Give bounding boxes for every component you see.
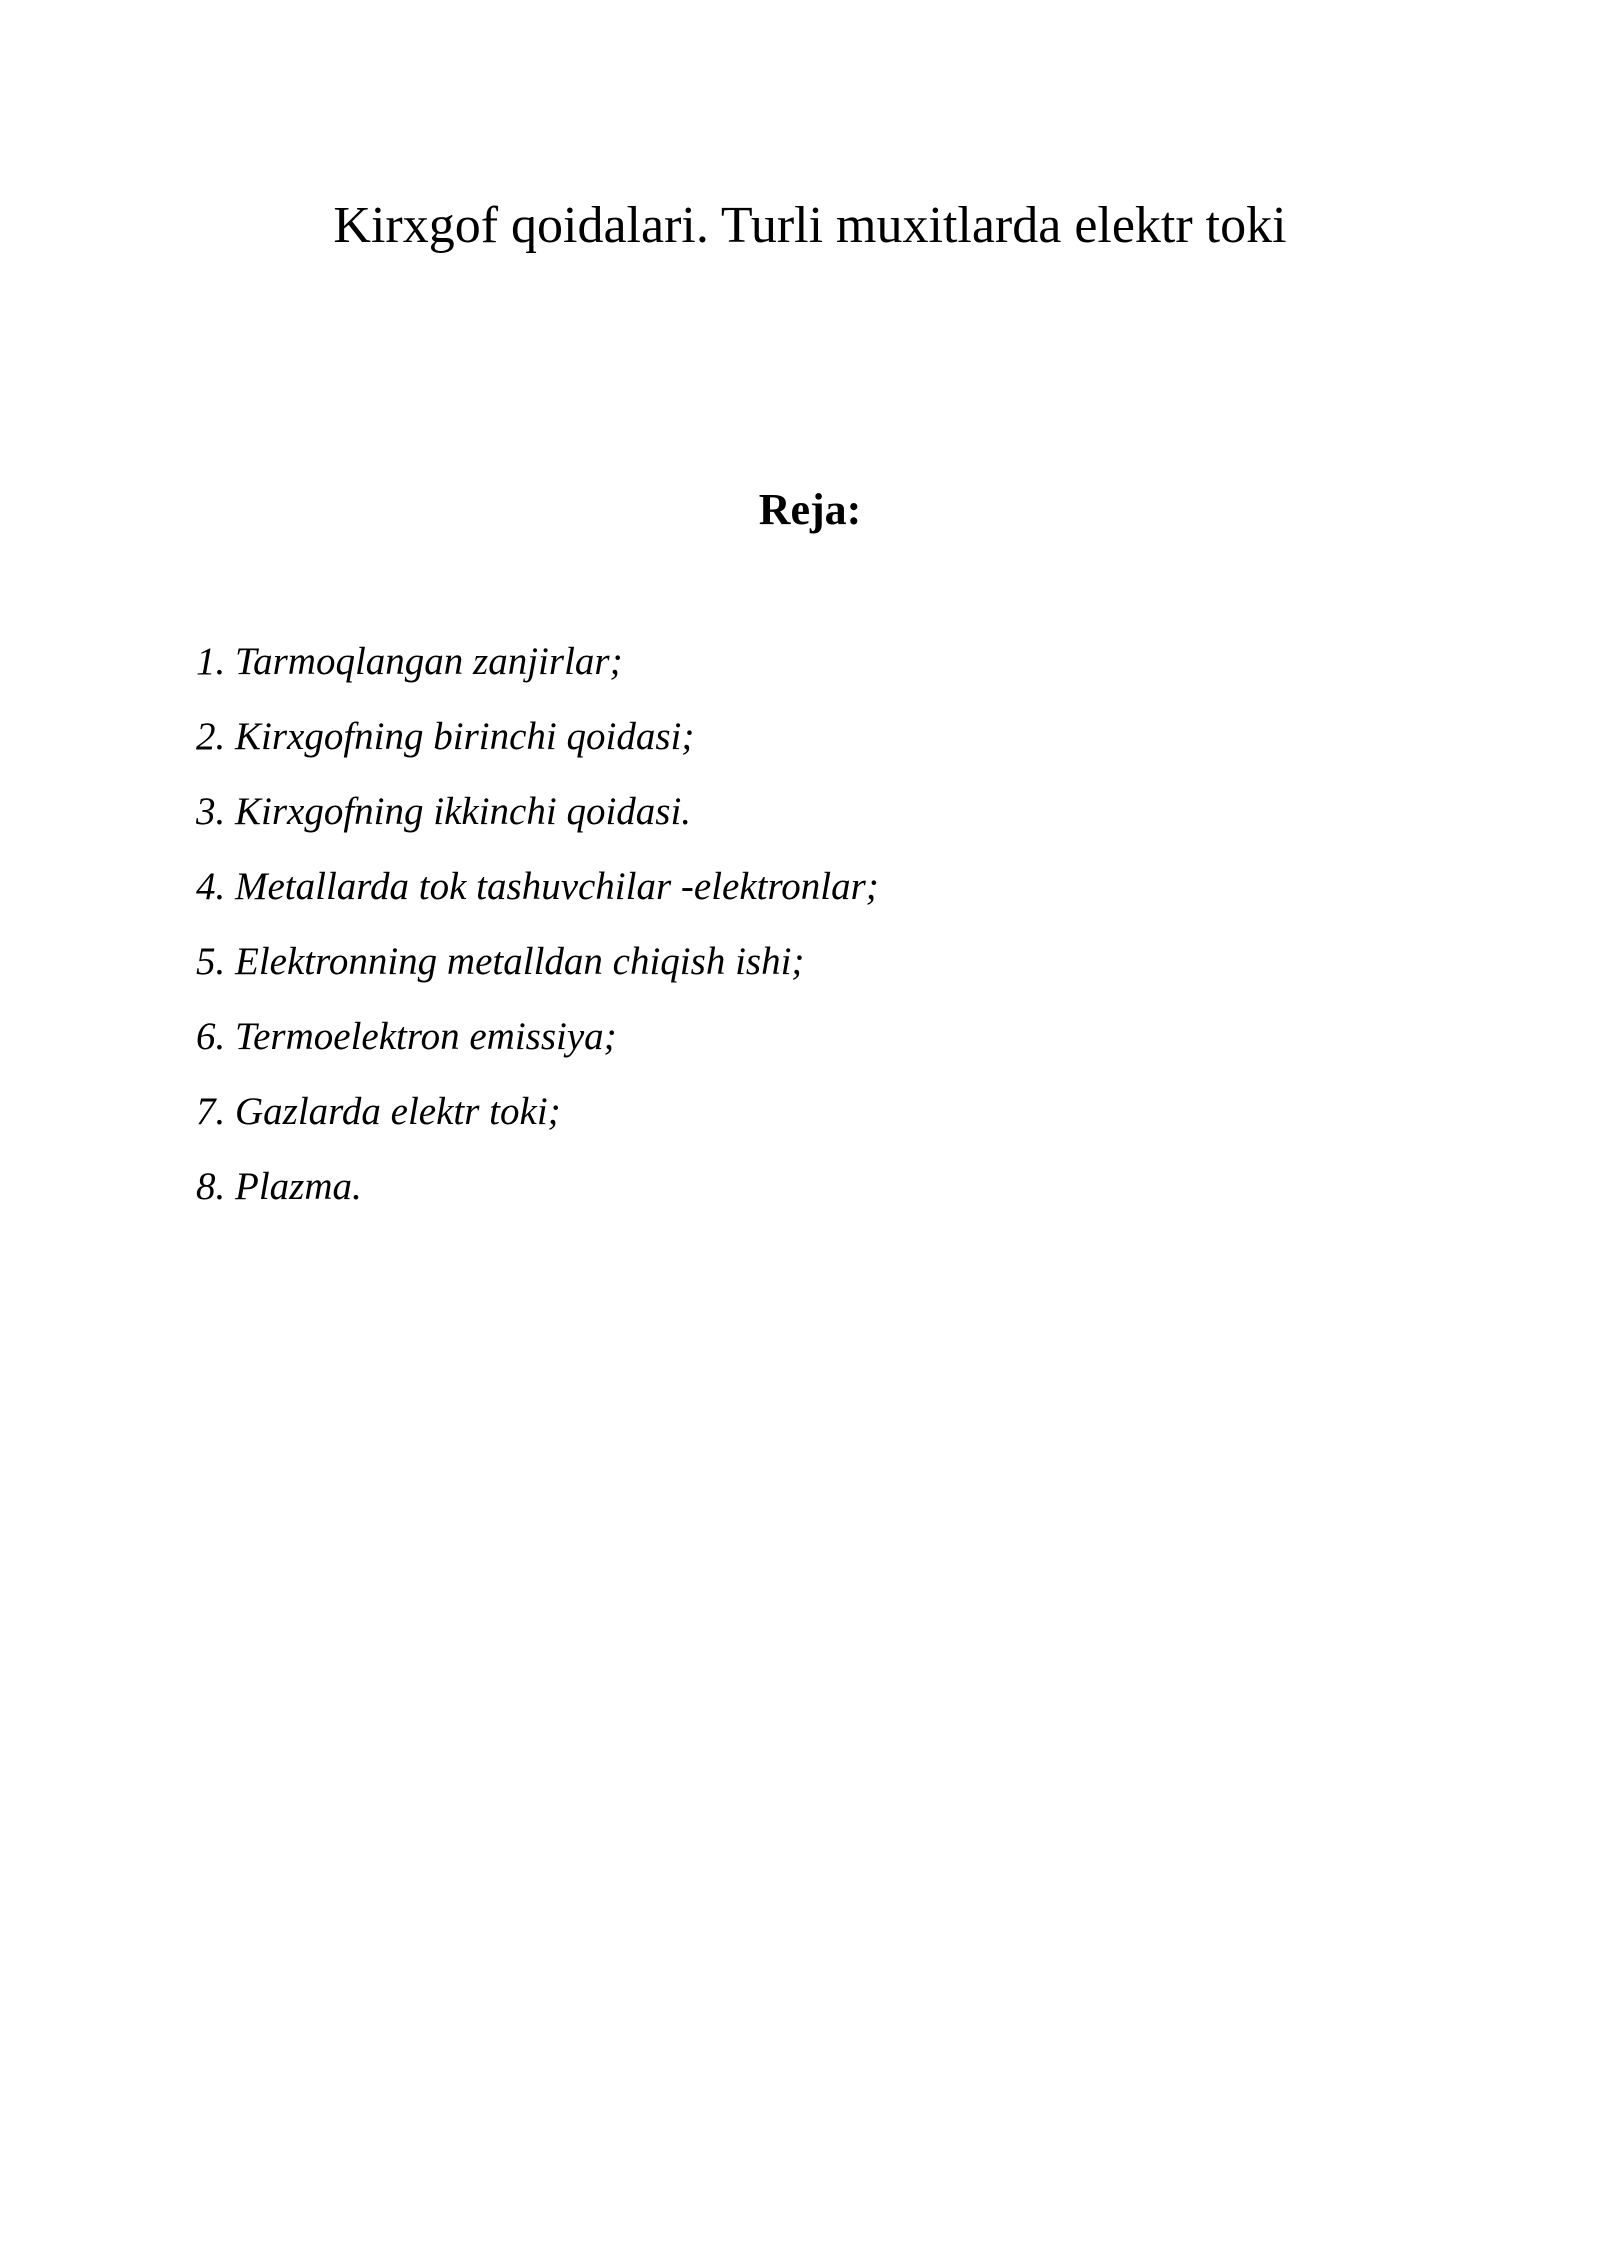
- plan-item: 8. Plazma.: [196, 1165, 362, 1208]
- plan-item: 6. Termoelektron emissiya;: [196, 1015, 617, 1058]
- plan-item: 7. Gazlarda elektr toki;: [196, 1090, 561, 1133]
- document-title: Kirxgof qoidalari. Turli muxitlarda elektr toki: [333, 197, 1287, 254]
- plan-heading: Reja:: [758, 485, 862, 534]
- plan-item: 3. Kirxgofning ikkinchi qoidasi.: [196, 790, 692, 833]
- plan-item: 4. Metallarda tok tashuvchilar -elektronlar;: [196, 865, 879, 908]
- plan-item: 5. Elektronning metalldan chiqish ishi;: [196, 940, 805, 983]
- plan-item: 2. Kirxgofning birinchi qoidasi;: [196, 715, 695, 758]
- plan-list: [196, 624, 879, 1224]
- plan-item: 1. Tarmoqlangan zanjirlar;: [196, 640, 623, 683]
